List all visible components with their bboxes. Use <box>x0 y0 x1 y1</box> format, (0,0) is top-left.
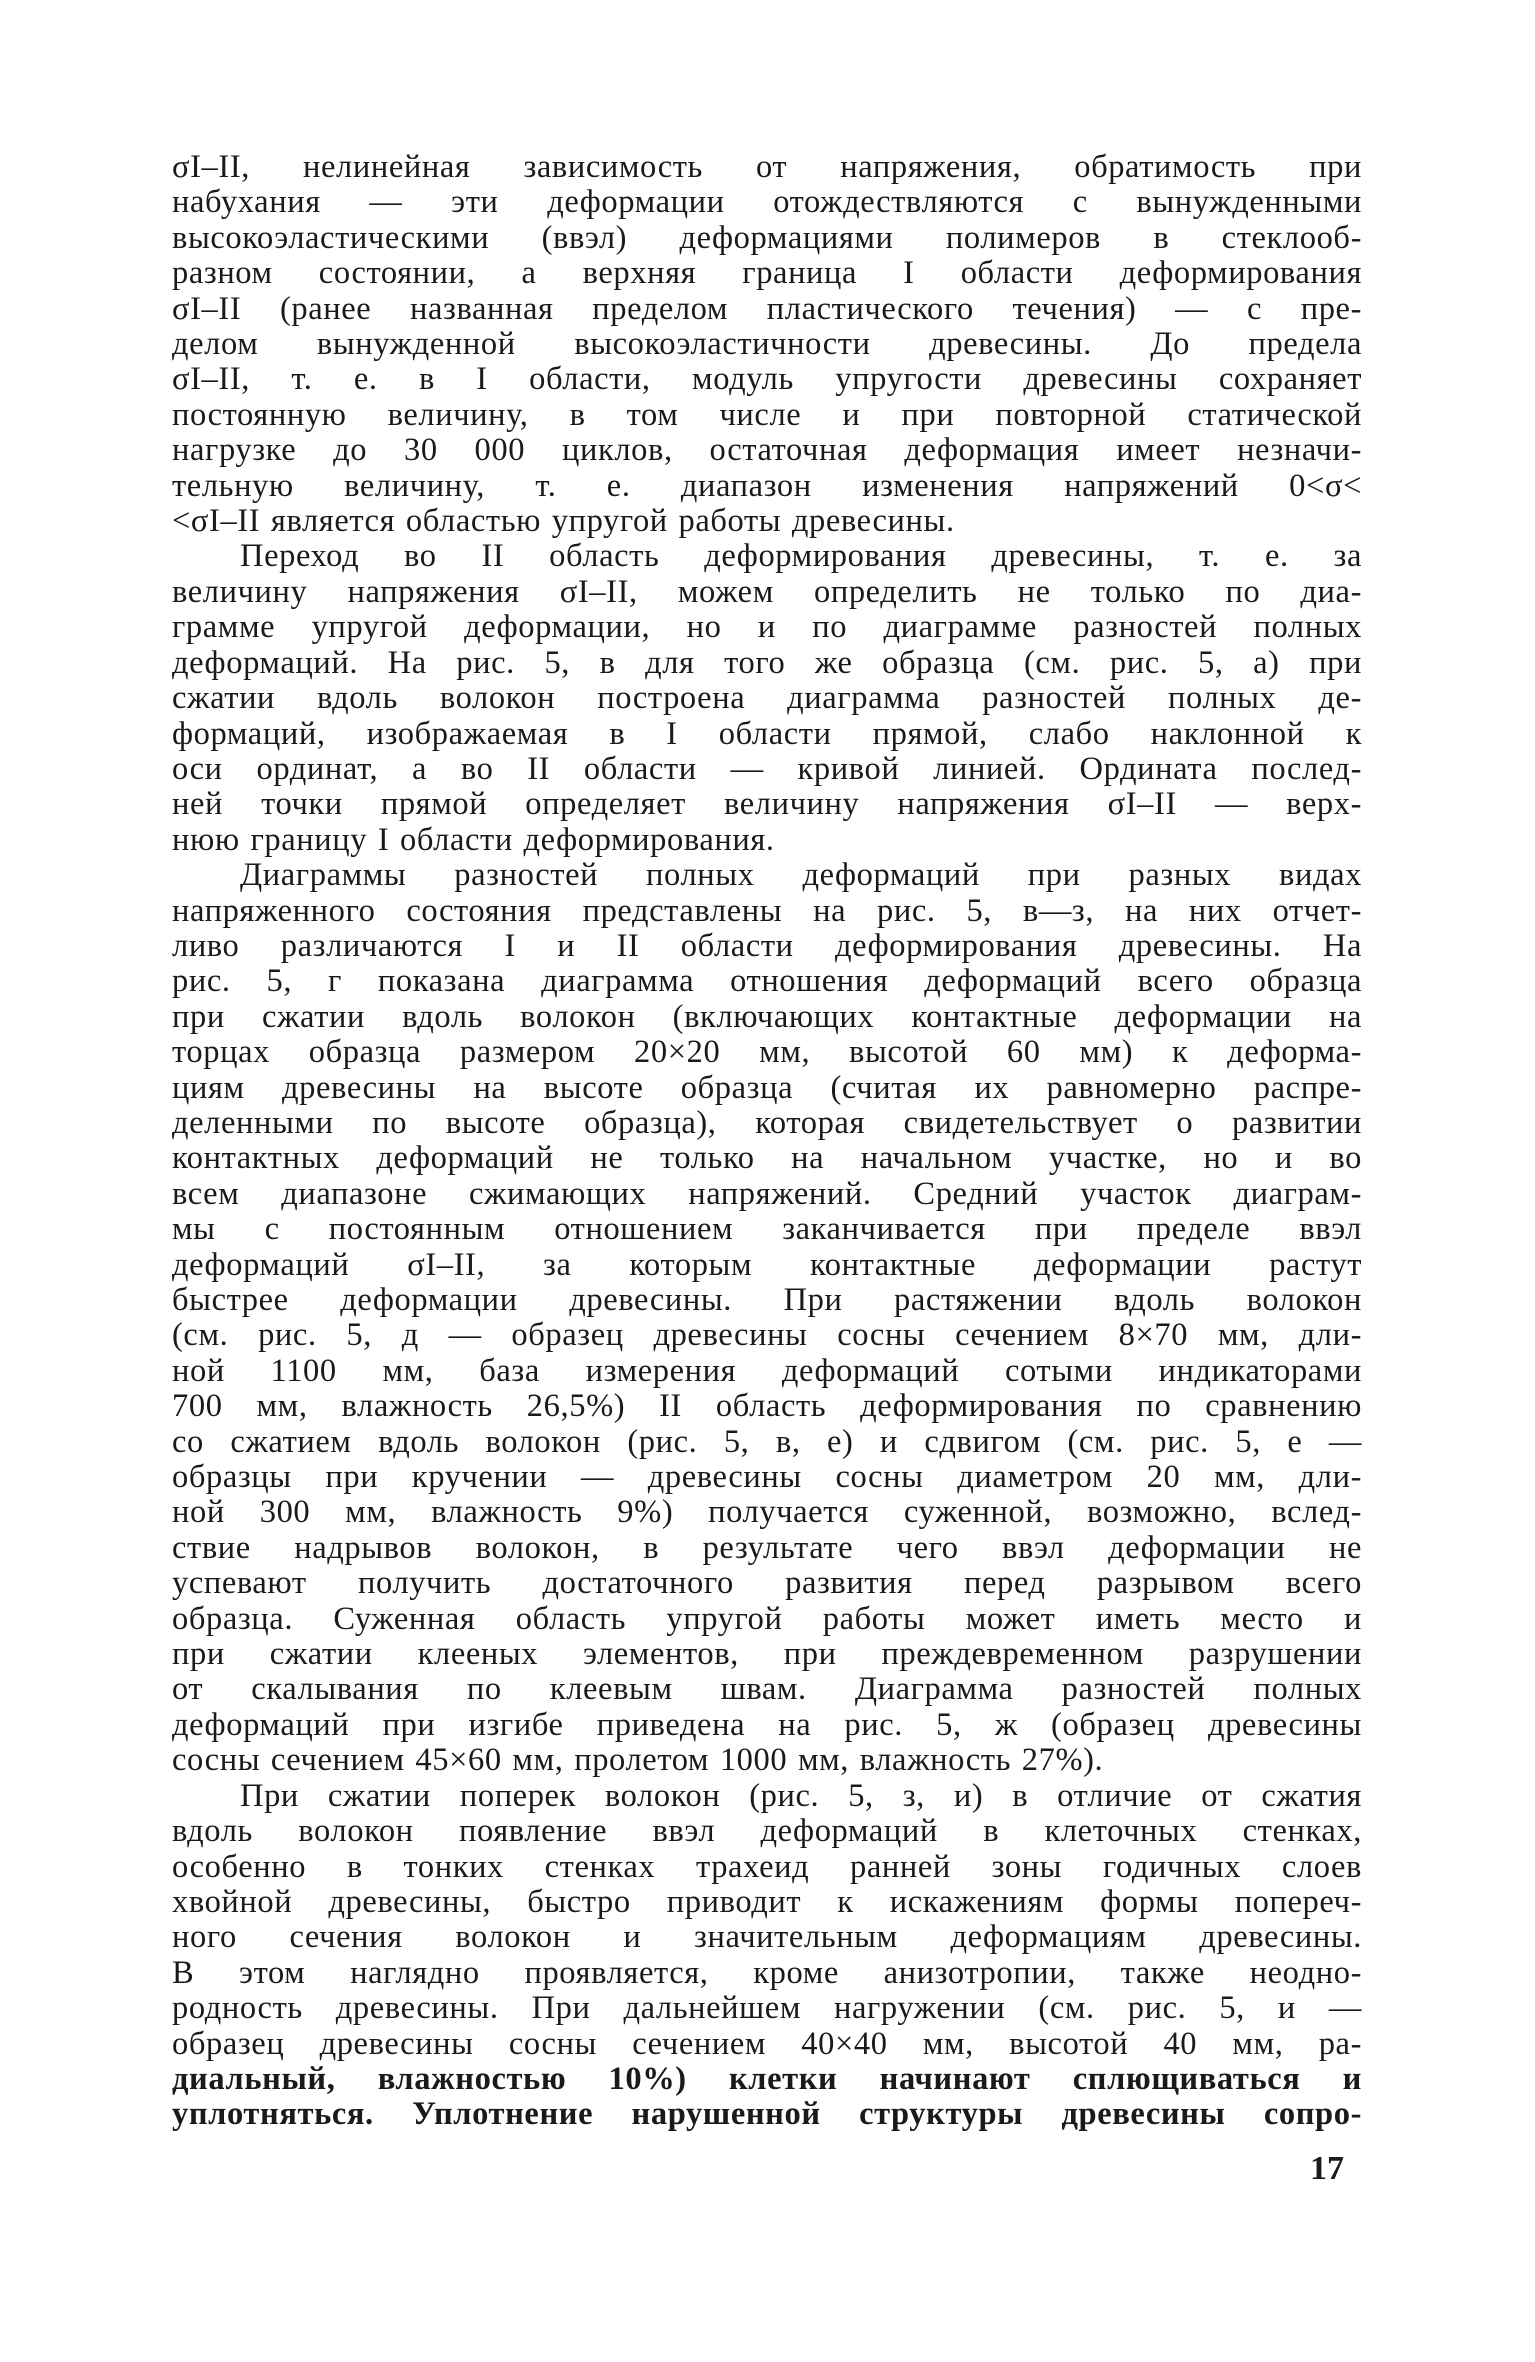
text-line: успевают получить достаточного развития перед разрывом всего <box>172 1565 1362 1602</box>
text-line: нюю границу I области деформирования. <box>172 821 775 858</box>
text-line: ной 1100 мм, база измерения деформаций сотыми индикаторами <box>172 1352 1362 1389</box>
text-line: тельную величину, т. е. диапазон изменения напряжений 0<σ< <box>172 467 1362 504</box>
text-line: образца. Суженная область упругой работы может иметь место и <box>172 1600 1362 1637</box>
text-line: нагрузке до 30 000 циклов, остаточная деформация имеет незначи- <box>172 432 1362 469</box>
text-line: при сжатии клееных элементов, при преждевременном разрушении <box>172 1636 1362 1673</box>
text-line: образцы при кручении — древесины сосны диаметром 20 мм, дли- <box>172 1459 1362 1496</box>
text-line: σI–II, т. е. в I области, модуль упругости древесины сохраняет <box>172 361 1362 398</box>
text-line: <σI–II является областью упругой работы древесины. <box>172 503 955 540</box>
text-line: σI–II, нелинейная зависимость от напряжения, обратимость при <box>172 149 1362 185</box>
text-line: торцах образца размером 20×20 мм, высотой 60 мм) к деформа- <box>172 1034 1362 1071</box>
text-line: циям древесины на высоте образца (считая их равномерно распре- <box>172 1069 1362 1106</box>
text-line: диальный, влажностью 10%) клетки начинают сплющиваться и <box>172 2060 1362 2097</box>
text-line: вдоль волокон появление ввэл деформаций в клеточных стенках, <box>172 1813 1362 1850</box>
text-line: деформаций σI–II, за которым контактные деформации растут <box>172 1246 1362 1283</box>
text-line: родность древесины. При дальнейшем нагружении (см. рис. 5, и — <box>172 1990 1362 2027</box>
text-line: особенно в тонких стенках трахеид ранней зоны годичных слоев <box>172 1848 1362 1885</box>
text-line: σI–II (ранее названная пределом пластического течения) — с пре- <box>172 290 1362 327</box>
paragraph-4 <box>172 1779 1362 2133</box>
text-line: ней точки прямой определяет величину напряжения σI–II — верх- <box>172 786 1362 823</box>
text-line: разном состоянии, а верхняя граница I области деформирования <box>172 255 1362 292</box>
text-line: от скалывания по клеевым швам. Диаграмма разностей полных <box>172 1671 1362 1708</box>
text-line: деформаций. На рис. 5, в для того же образца (см. рис. 5, а) при <box>172 644 1362 681</box>
text-line: уплотняться. Уплотнение нарушенной структуры древесины сопро- <box>172 2096 1362 2133</box>
text-line: напряженного состояния представлены на рис. 5, в—з, на них отчет- <box>172 892 1362 929</box>
text-line: сжатии вдоль волокон построена диаграмма разностей полных де- <box>172 680 1362 717</box>
text-line: Переход во II область деформирования древесины, т. е. за <box>240 538 1362 575</box>
text-line: (см. рис. 5, д — образец древесины сосны сечением 8×70 мм, дли- <box>172 1317 1362 1354</box>
paragraph-1 <box>172 150 1362 539</box>
text-line: при сжатии вдоль волокон (включающих контактные деформации на <box>172 998 1362 1035</box>
text-line: формаций, изображаемая в I области прямой, слабо наклонной к <box>172 715 1362 752</box>
text-line: В этом наглядно проявляется, кроме анизотропии, также неодно- <box>172 1954 1362 1991</box>
paragraph-2 <box>172 539 1362 858</box>
text-line: мы с постоянным отношением заканчивается при пределе ввэл <box>172 1211 1362 1248</box>
text-line: Диаграммы разностей полных деформаций при разных видах <box>240 857 1362 894</box>
text-line: ливо различаются I и II области деформирования древесины. На <box>172 927 1362 964</box>
text-line: величину напряжения σI–II, можем определить не только по диа- <box>172 573 1362 610</box>
page-number: 17 <box>1310 2150 1344 2187</box>
text-line: сосны сечением 45×60 мм, пролетом 1000 мм, влажность 27%). <box>172 1742 1104 1779</box>
text-line: всем диапазоне сжимающих напряжений. Средний участок диаграм- <box>172 1175 1362 1212</box>
text-line: образец древесины сосны сечением 40×40 мм, высотой 40 мм, ра- <box>172 2025 1362 2062</box>
text-line: делом вынужденной высокоэластичности древесины. До предела <box>172 326 1362 363</box>
text-line: ного сечения волокон и значительным деформациям древесины. <box>172 1919 1362 1956</box>
text-line: со сжатием вдоль волокон (рис. 5, в, е) и сдвигом (см. рис. 5, е — <box>172 1423 1362 1460</box>
text-line: деформаций при изгибе приведена на рис. 5, ж (образец древесины <box>172 1706 1362 1743</box>
text-line: деленными по высоте образца), которая свидетельствует о развитии <box>172 1104 1362 1141</box>
page-body <box>172 150 1362 2133</box>
text-line: рис. 5, г показана диаграмма отношения деформаций всего образца <box>172 963 1362 1000</box>
text-line: При сжатии поперек волокон (рис. 5, з, и) в отличие от сжатия <box>240 1777 1362 1814</box>
text-line: 700 мм, влажность 26,5%) II область деформирования по сравнению <box>172 1388 1362 1425</box>
text-line: высокоэластическими (ввэл) деформациями полимеров в стеклооб- <box>172 219 1362 256</box>
text-line: оси ординат, а во II области — кривой линией. Ордината послед- <box>172 750 1362 787</box>
text-line: постоянную величину, в том числе и при повторной статической <box>172 396 1362 433</box>
text-line: ной 300 мм, влажность 9%) получается суженной, возможно, вслед- <box>172 1494 1362 1531</box>
paragraph-3 <box>172 858 1362 1779</box>
text-line: контактных деформаций не только на начальном участке, но и во <box>172 1140 1362 1177</box>
text-line: хвойной древесины, быстро приводит к искажениям формы попереч- <box>172 1883 1362 1920</box>
text-line: ствие надрывов волокон, в результате чего ввэл деформации не <box>172 1529 1362 1566</box>
text-line: быстрее деформации древесины. При растяжении вдоль волокон <box>172 1282 1362 1318</box>
text-line: набухания — эти деформации отождествляются с вынужденными <box>172 184 1362 221</box>
text-line: грамме упругой деформации, но и по диаграмме разностей полных <box>172 609 1362 646</box>
